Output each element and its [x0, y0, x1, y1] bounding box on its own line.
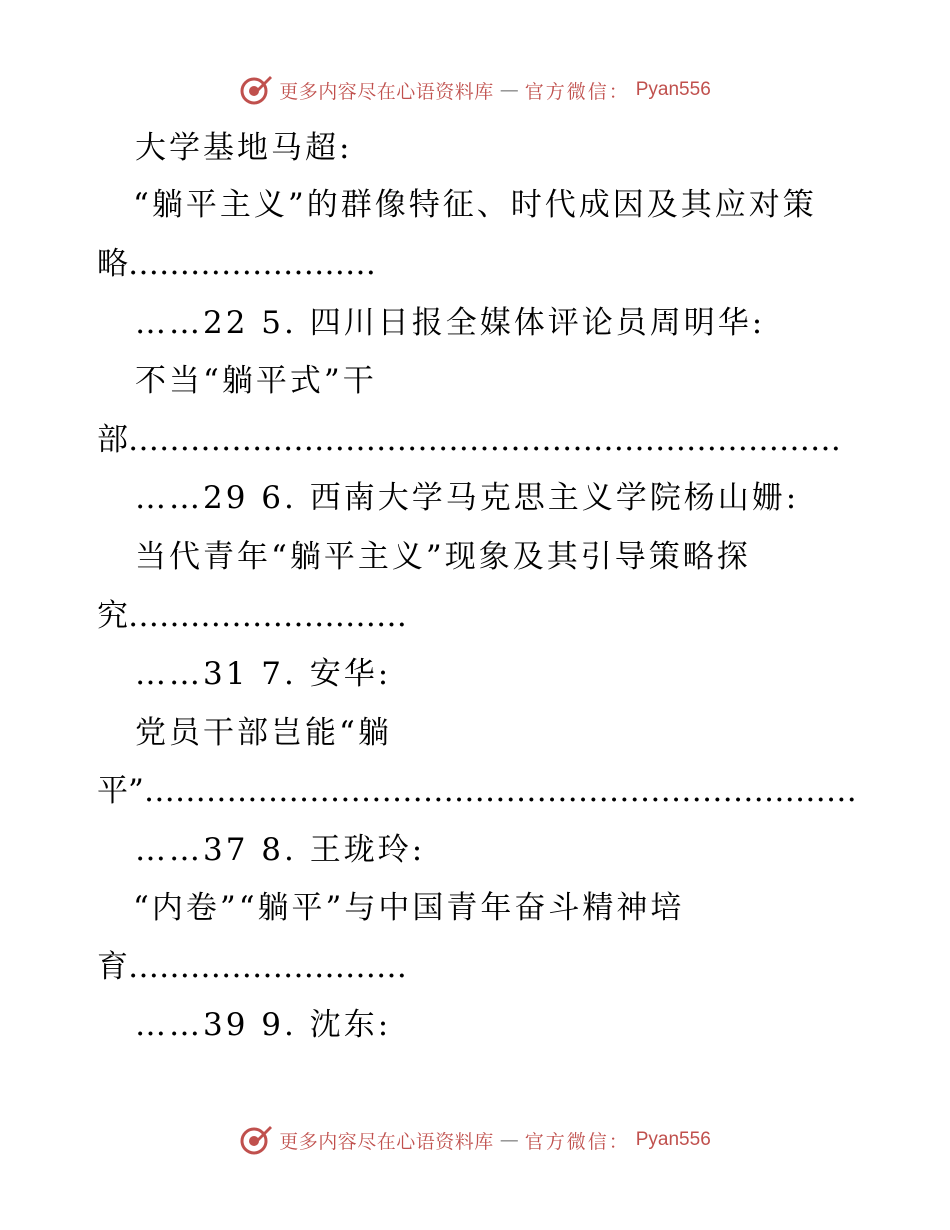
footer-banner: [0, 1120, 950, 1160]
banner-wechat-id: Pyan556: [635, 1129, 711, 1150]
toc-line: ……39 9. 沈东:: [135, 1007, 392, 1043]
toc-line: “内卷”“躺平”与中国青年奋斗精神培: [133, 890, 685, 926]
toc-line: 部……………………………………………………………: [97, 422, 841, 458]
banner-wechat-label: 官方微信：: [524, 1130, 630, 1153]
banner-dash: —: [499, 1129, 519, 1151]
pen-logo-icon: [239, 1123, 273, 1157]
header-banner: [0, 70, 950, 110]
banner-site-text: 更多内容尽在心语资料库: [279, 1130, 494, 1153]
toc-line: ……22 5. 四川日报全媒体评论员周明华:: [135, 305, 766, 341]
toc-line: 究………………………: [97, 598, 407, 634]
pen-logo-icon: [239, 73, 273, 107]
toc-line: 大学基地马超:: [135, 130, 353, 166]
banner-dash: —: [499, 79, 519, 101]
toc-line: ……29 6. 西南大学马克思主义学院杨山姗:: [135, 480, 800, 516]
toc-line: 育………………………: [97, 949, 407, 985]
toc-line: ……31 7. 安华:: [135, 656, 392, 692]
banner-wechat-id: Pyan556: [635, 79, 711, 100]
banner-site-text: 更多内容尽在心语资料库: [279, 80, 494, 103]
toc-line: 平”……………………………………………………………: [97, 773, 857, 809]
banner-wechat-label: 官方微信：: [524, 80, 630, 103]
toc-line: 当代青年“躺平主义”现象及其引导策略探: [135, 539, 751, 575]
toc-line: 略……………………: [97, 246, 376, 282]
toc-line: “躺平主义”的群像特征、时代成因及其应对策: [133, 187, 817, 223]
toc-line: 不当“躺平式”干: [135, 363, 377, 399]
toc-line: ……37 8. 王珑玲:: [135, 832, 426, 868]
toc-line: 党员干部岂能“躺: [135, 715, 392, 751]
